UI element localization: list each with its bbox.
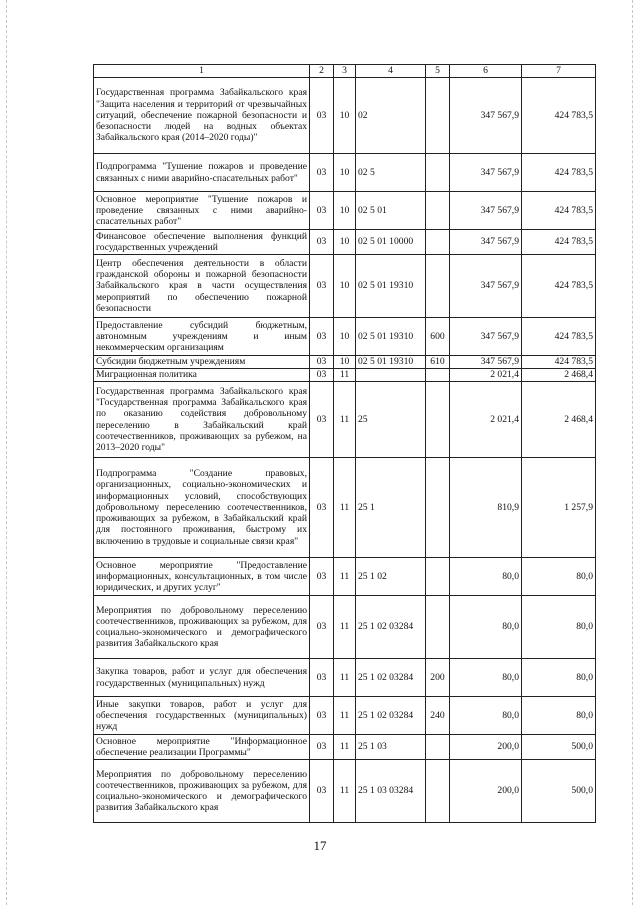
table-row — [94, 78, 596, 154]
row-amount-2018-cell: 424 783,5 — [522, 255, 596, 318]
table-row — [94, 735, 596, 760]
row-target-article-cell: 25 1 03 — [356, 735, 426, 760]
row-section-cell: 03 — [310, 255, 334, 318]
row-section-cell: 03 — [310, 78, 334, 154]
row-target-article-cell: 25 1 03 03284 — [356, 760, 426, 823]
row-target-article-cell — [356, 369, 426, 382]
row-name-cell: Основное мероприятие "Предоставление информационных, консультационных, в том числе юридических, и других услуг" — [94, 558, 310, 596]
row-amount-2017-cell: 80,0 — [450, 596, 522, 659]
scan-edge-right — [632, 0, 633, 905]
row-subsection-cell: 11 — [334, 382, 356, 458]
row-name-cell: Мероприятия по добровольному переселению соотечественников, проживающих за рубежом, для социально-экономического и демографического развития Забайкальского края — [94, 760, 310, 823]
row-amount-2017-cell: 347 567,9 — [450, 318, 522, 356]
budget-table — [93, 64, 596, 823]
row-section-cell: 03 — [310, 596, 334, 659]
scan-edge-left — [6, 0, 7, 905]
row-expense-type-cell — [426, 369, 450, 382]
row-amount-2017-cell: 80,0 — [450, 659, 522, 697]
table-row — [94, 558, 596, 596]
row-target-article-cell: 25 — [356, 382, 426, 458]
row-amount-2018-cell: 80,0 — [522, 697, 596, 735]
row-expense-type-cell — [426, 382, 450, 458]
row-section-cell: 03 — [310, 369, 334, 382]
row-amount-2017-cell: 2 021,4 — [450, 382, 522, 458]
table-header-row — [94, 65, 596, 78]
row-name-cell: Закупка товаров, работ и услуг для обеспечения государственных (муниципальных) нужд — [94, 659, 310, 697]
table-row — [94, 659, 596, 697]
row-amount-2017-cell: 2 021,4 — [450, 369, 522, 382]
row-target-article-cell: 25 1 02 03284 — [356, 659, 426, 697]
row-name-cell: Государственная программа Забайкальского края "Защита населения и территорий от чрезвычайных ситуаций, обеспечение пожарной безопасности и безопасности людей на водных объектах Забайкальского края (2014–2020 годы)" — [94, 78, 310, 154]
row-target-article-cell: 02 5 01 — [356, 192, 426, 230]
row-amount-2017-cell: 80,0 — [450, 558, 522, 596]
row-amount-2018-cell: 424 783,5 — [522, 78, 596, 154]
row-amount-2018-cell: 80,0 — [522, 596, 596, 659]
header-col-6: 6 — [450, 65, 522, 78]
row-section-cell: 03 — [310, 697, 334, 735]
row-subsection-cell: 10 — [334, 78, 356, 154]
row-amount-2018-cell: 424 783,5 — [522, 318, 596, 356]
row-target-article-cell: 02 5 01 19310 — [356, 356, 426, 369]
row-name-cell: Предоставление субсидий бюджетным, автономным учреждениям и иным некоммерческим организациям — [94, 318, 310, 356]
row-amount-2018-cell: 2 468,4 — [522, 369, 596, 382]
row-name-cell: Финансовое обеспечение выполнения функций государственных учреждений — [94, 230, 310, 255]
row-section-cell: 03 — [310, 760, 334, 823]
row-target-article-cell: 02 — [356, 78, 426, 154]
row-amount-2018-cell: 80,0 — [522, 558, 596, 596]
row-target-article-cell: 02 5 01 19310 — [356, 255, 426, 318]
row-subsection-cell: 11 — [334, 735, 356, 760]
row-amount-2017-cell: 200,0 — [450, 735, 522, 760]
header-col-3: 3 — [334, 65, 356, 78]
table-row — [94, 192, 596, 230]
table-row — [94, 697, 596, 735]
row-name-cell: Субсидии бюджетным учреждениям — [94, 356, 310, 369]
row-section-cell: 03 — [310, 659, 334, 697]
row-expense-type-cell — [426, 192, 450, 230]
row-amount-2017-cell: 810,9 — [450, 458, 522, 558]
row-target-article-cell: 25 1 02 — [356, 558, 426, 596]
row-name-cell: Подпрограмма "Тушение пожаров и проведение связанных с ними аварийно-спасательных работ" — [94, 154, 310, 192]
row-expense-type-cell: 600 — [426, 318, 450, 356]
table-row — [94, 596, 596, 659]
row-subsection-cell: 11 — [334, 659, 356, 697]
row-expense-type-cell — [426, 735, 450, 760]
row-amount-2017-cell: 80,0 — [450, 697, 522, 735]
row-amount-2018-cell: 424 783,5 — [522, 154, 596, 192]
row-expense-type-cell — [426, 78, 450, 154]
row-name-cell: Государственная программа Забайкальского края "Государственная программа Забайкальского края по оказанию содействия добровольному переселению в Забайкальский край соотечественников, проживающих за рубежом, на 2013–2020 годы" — [94, 382, 310, 458]
row-amount-2017-cell: 200,0 — [450, 760, 522, 823]
row-target-article-cell: 02 5 01 10000 — [356, 230, 426, 255]
row-subsection-cell: 11 — [334, 760, 356, 823]
row-amount-2018-cell: 500,0 — [522, 760, 596, 823]
table-row — [94, 458, 596, 558]
row-amount-2017-cell: 347 567,9 — [450, 255, 522, 318]
row-expense-type-cell — [426, 230, 450, 255]
table-row — [94, 230, 596, 255]
row-target-article-cell: 25 1 02 03284 — [356, 596, 426, 659]
header-col-5: 5 — [426, 65, 450, 78]
row-subsection-cell: 11 — [334, 369, 356, 382]
row-name-cell: Центр обеспечения деятельности в области гражданской обороны и пожарной безопасности Забайкальского края в части осуществления мероприятий по обеспечению пожарной безопасности — [94, 255, 310, 318]
row-amount-2017-cell: 347 567,9 — [450, 154, 522, 192]
table-row — [94, 255, 596, 318]
table-row — [94, 382, 596, 458]
row-amount-2017-cell: 347 567,9 — [450, 78, 522, 154]
row-name-cell: Основное мероприятие "Тушение пожаров и проведение связанных с ними аварийно-спасательных работ" — [94, 192, 310, 230]
row-expense-type-cell — [426, 154, 450, 192]
row-expense-type-cell: 240 — [426, 697, 450, 735]
row-name-cell: Подпрограмма "Создание правовых, организационных, социально-экономических и информационных условий, способствующих добровольному переселению соотечественников, проживающих за рубежом, в Забайкальский край для постоянного проживания, быстрому их включению в трудовые и социальные связи края" — [94, 458, 310, 558]
row-name-cell: Мероприятия по добровольному переселению соотечественников, проживающих за рубежом, для социально-экономического и демографического развития Забайкальского края — [94, 596, 310, 659]
row-expense-type-cell — [426, 760, 450, 823]
row-expense-type-cell: 610 — [426, 356, 450, 369]
row-name-cell: Миграционная политика — [94, 369, 310, 382]
row-target-article-cell: 25 1 — [356, 458, 426, 558]
row-subsection-cell: 11 — [334, 596, 356, 659]
row-section-cell: 03 — [310, 318, 334, 356]
row-subsection-cell: 10 — [334, 230, 356, 255]
row-subsection-cell: 11 — [334, 558, 356, 596]
row-expense-type-cell — [426, 255, 450, 318]
row-amount-2018-cell: 2 468,4 — [522, 382, 596, 458]
row-name-cell: Основное мероприятие "Информационное обеспечение реализации Программы" — [94, 735, 310, 760]
row-section-cell: 03 — [310, 458, 334, 558]
row-name-cell: Иные закупки товаров, работ и услуг для обеспечения государственных (муниципальных) нужд — [94, 697, 310, 735]
row-subsection-cell: 10 — [334, 356, 356, 369]
row-expense-type-cell — [426, 458, 450, 558]
row-target-article-cell: 02 5 01 19310 — [356, 318, 426, 356]
table-row — [94, 356, 596, 369]
row-expense-type-cell — [426, 558, 450, 596]
row-amount-2018-cell: 424 783,5 — [522, 356, 596, 369]
table-row — [94, 760, 596, 823]
row-subsection-cell: 10 — [334, 192, 356, 230]
table-row — [94, 318, 596, 356]
table-row — [94, 154, 596, 192]
header-col-4: 4 — [356, 65, 426, 78]
table-row — [94, 369, 596, 382]
row-amount-2018-cell: 80,0 — [522, 659, 596, 697]
row-subsection-cell: 10 — [334, 255, 356, 318]
row-amount-2017-cell: 347 567,9 — [450, 230, 522, 255]
row-section-cell: 03 — [310, 154, 334, 192]
row-section-cell: 03 — [310, 356, 334, 369]
row-expense-type-cell: 200 — [426, 659, 450, 697]
row-section-cell: 03 — [310, 735, 334, 760]
page-number: 17 — [313, 838, 327, 853]
header-col-1: 1 — [94, 65, 310, 78]
row-section-cell: 03 — [310, 230, 334, 255]
header-col-2: 2 — [310, 65, 334, 78]
row-expense-type-cell — [426, 596, 450, 659]
row-amount-2018-cell: 500,0 — [522, 735, 596, 760]
row-section-cell: 03 — [310, 192, 334, 230]
row-section-cell: 03 — [310, 558, 334, 596]
row-subsection-cell: 11 — [334, 697, 356, 735]
row-section-cell: 03 — [310, 382, 334, 458]
header-col-7: 7 — [522, 65, 596, 78]
row-amount-2018-cell: 424 783,5 — [522, 230, 596, 255]
row-subsection-cell: 10 — [334, 318, 356, 356]
row-amount-2018-cell: 424 783,5 — [522, 192, 596, 230]
row-target-article-cell: 25 1 02 03284 — [356, 697, 426, 735]
row-amount-2017-cell: 347 567,9 — [450, 192, 522, 230]
row-target-article-cell: 02 5 — [356, 154, 426, 192]
row-amount-2017-cell: 347 567,9 — [450, 356, 522, 369]
row-subsection-cell: 11 — [334, 458, 356, 558]
row-amount-2018-cell: 1 257,9 — [522, 458, 596, 558]
row-subsection-cell: 10 — [334, 154, 356, 192]
